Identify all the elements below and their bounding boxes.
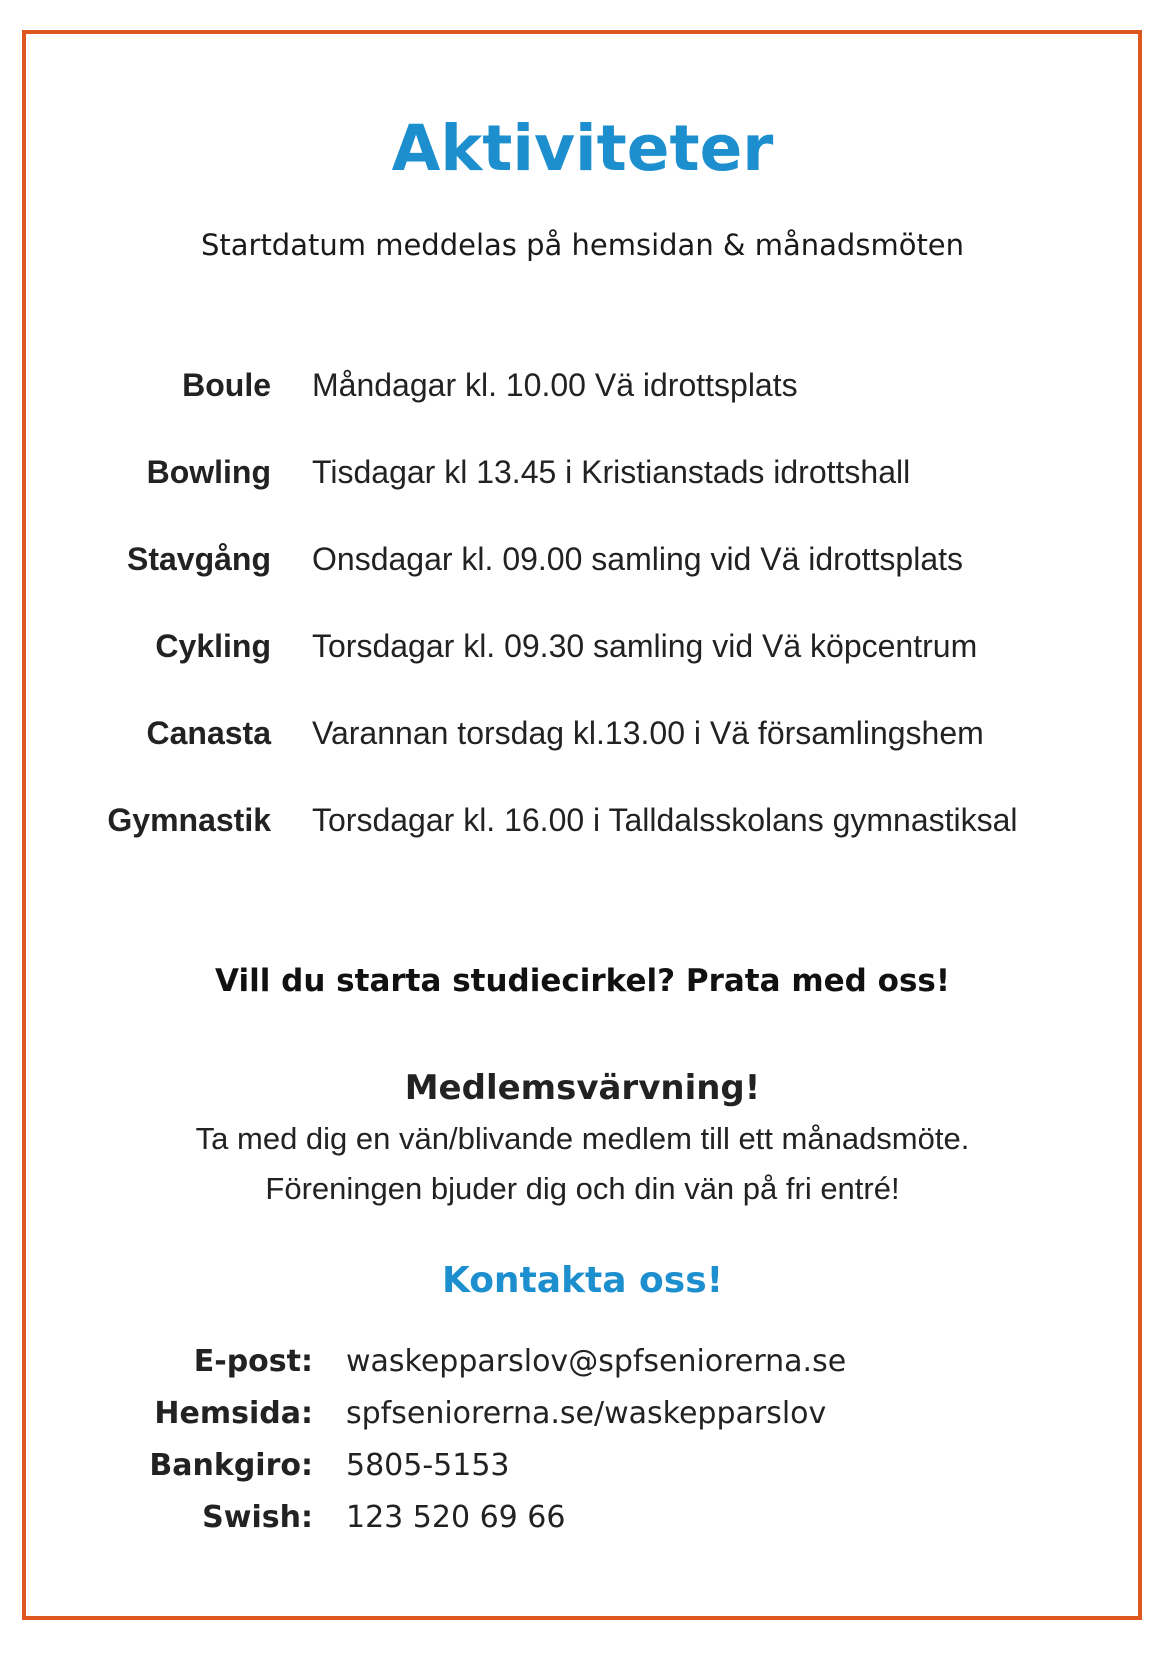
email-value: waskepparslov@spfseniorerna.se bbox=[346, 1344, 847, 1379]
activity-name: Bowling bbox=[146, 454, 271, 490]
website-value: spfseniorerna.se/waskepparslov bbox=[346, 1396, 827, 1431]
activity-description: Tisdagar kl 13.45 i Kristianstads idrottshall bbox=[312, 454, 911, 490]
activity-name: Gymnastik bbox=[107, 802, 271, 838]
study-circle-callout: Vill du starta studiecirkel? Prata med oss! bbox=[215, 963, 950, 999]
activity-description: Torsdagar kl. 09.30 samling vid Vä köpcentrum bbox=[312, 628, 978, 664]
activity-description: Måndagar kl. 10.00 Vä idrottsplats bbox=[312, 367, 798, 403]
contact-label: Hemsida: bbox=[154, 1396, 313, 1431]
activity-description: Onsdagar kl. 09.00 samling vid Vä idrottsplats bbox=[312, 541, 963, 577]
activity-name: Stavgång bbox=[126, 541, 271, 577]
contact-row-email bbox=[0, 1342, 1165, 1382]
contact-row-website bbox=[0, 1394, 1165, 1434]
page-title: Aktiviteter bbox=[391, 112, 774, 185]
contact-heading: Kontakta oss! bbox=[441, 1260, 724, 1301]
activity-description: Varannan torsdag kl.13.00 i Vä församlingshem bbox=[312, 715, 984, 751]
page-subtitle: Startdatum meddelas på hemsidan & månadsmöten bbox=[200, 228, 965, 262]
contact-label: Swish: bbox=[202, 1500, 313, 1535]
contact-label: E-post: bbox=[193, 1344, 313, 1379]
membership-heading: Medlemsvärvning! bbox=[404, 1068, 761, 1108]
activity-row-stavgang bbox=[0, 539, 1165, 579]
bankgiro-value: 5805-5153 bbox=[346, 1448, 510, 1483]
contact-label: Bankgiro: bbox=[149, 1448, 313, 1483]
membership-text-line-1: Ta med dig en vän/blivande medlem till ett månadsmöte. bbox=[195, 1121, 970, 1156]
contact-row-swish bbox=[0, 1498, 1165, 1538]
activity-row-boule bbox=[0, 365, 1165, 405]
activity-name: Cykling bbox=[155, 628, 271, 664]
activity-row-canasta bbox=[0, 713, 1165, 753]
membership-text-line-2: Föreningen bjuder dig och din vän på fri entré! bbox=[265, 1171, 900, 1206]
activity-description: Torsdagar kl. 16.00 i Talldalsskolans gymnastiksal bbox=[312, 802, 1018, 838]
contact-row-bankgiro bbox=[0, 1446, 1165, 1486]
swish-value: 123 520 69 66 bbox=[346, 1500, 566, 1535]
activity-name: Boule bbox=[182, 367, 271, 403]
activity-row-cykling bbox=[0, 626, 1165, 666]
activity-row-gymnastik bbox=[0, 800, 1165, 840]
activity-row-bowling bbox=[0, 452, 1165, 492]
activity-name: Canasta bbox=[146, 715, 271, 751]
